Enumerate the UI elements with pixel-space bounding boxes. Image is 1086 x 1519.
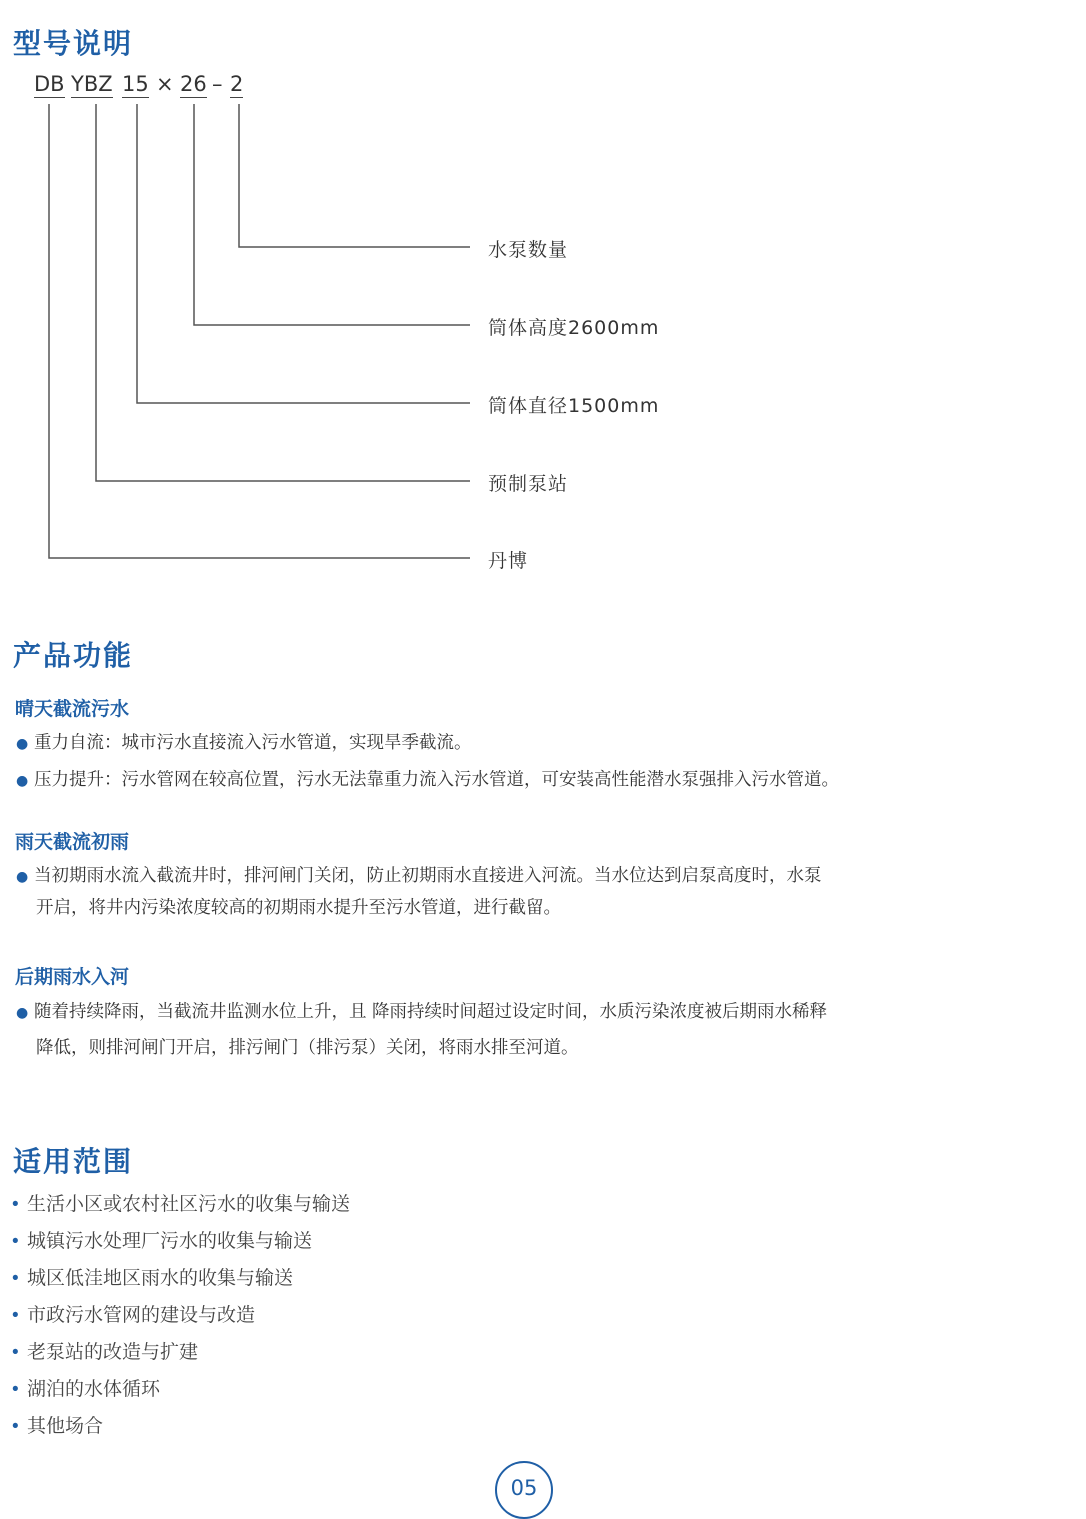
bullet-gravity-flow: ● 重力自流：城市污水直接流入污水管道，实现旱季截流。 (16, 727, 472, 761)
scope-dot-icon: • (12, 1415, 19, 1437)
model-code-diameter: 15 (122, 72, 149, 96)
bullet-initial-rain: ● 当初期雨水流入截流井时，排河闸门关闭，防止初期雨水直接进入河流。当水位达到启泵高度时，水泵 (16, 860, 822, 894)
leader-type (96, 104, 470, 481)
scope-item: • 城镇污水处理厂污水的收集与输送 (12, 1230, 313, 1252)
label-prefab-station: 预制泵站 (488, 473, 569, 495)
bullet-later-rain: ● 随着持续降雨，当截流井监测水位上升，且 降雨持续时间超过设定时间，水质污染浓度被后期雨水稀释 (16, 996, 827, 1030)
bullet-initial-rain-cont: 开启，将井内污染浓度较高的初期雨水提升至污水管道，进行截留。 (36, 898, 561, 918)
leader-pumps (239, 104, 470, 247)
label-brand: 丹博 (488, 550, 529, 572)
label-pump-count: 水泵数量 (488, 239, 569, 261)
model-code-times: × (156, 72, 174, 96)
bullet-dot-icon: ● (16, 736, 29, 752)
bullet-dot-icon: ● (16, 1005, 29, 1021)
scope-item: • 城区低洼地区雨水的收集与输送 (12, 1267, 294, 1289)
scope-item: • 生活小区或农村社区污水的收集与输送 (12, 1193, 351, 1215)
page-number: 05 (495, 1461, 553, 1519)
model-leader-lines (0, 0, 1086, 600)
leader-height (194, 104, 470, 325)
scope-dot-icon: • (12, 1193, 19, 1215)
section-title-functions: 产品功能 (13, 639, 134, 672)
model-code-dash: – (212, 72, 223, 96)
subtitle-later-rain: 后期雨水入河 (15, 966, 130, 988)
scope-dot-icon: • (12, 1341, 19, 1363)
section-title-scope: 适用范围 (13, 1145, 134, 1178)
bullet-later-rain-cont: 降低，则排河闸门开启，排污闸门（排污泵）关闭，将雨水排至河道。 (36, 1038, 579, 1058)
scope-item: • 老泵站的改造与扩建 (12, 1341, 199, 1363)
scope-item: • 市政污水管网的建设与改造 (12, 1304, 256, 1326)
bullet-dot-icon: ● (16, 773, 29, 789)
scope-dot-icon: • (12, 1267, 19, 1289)
section-title-model: 型号说明 (13, 27, 134, 60)
model-code-type: YBZ (71, 72, 113, 96)
scope-dot-icon: • (12, 1230, 19, 1252)
model-code-pumps: 2 (230, 72, 244, 96)
scope-dot-icon: • (12, 1304, 19, 1326)
bullet-pressure-lift: ● 压力提升：污水管网在较高位置，污水无法靠重力流入污水管道，可安装高性能潜水泵强排入污水管道。 (16, 764, 839, 798)
bullet-dot-icon: ● (16, 869, 29, 885)
leader-brand (49, 104, 470, 558)
subtitle-rainy-initial: 雨天截流初雨 (15, 831, 130, 853)
model-code-height: 26 (180, 72, 207, 96)
leader-diameter (137, 104, 470, 403)
scope-dot-icon: • (12, 1378, 19, 1400)
model-code-brand: DB (34, 72, 65, 96)
label-cylinder-diameter: 筒体直径1500mm (488, 395, 660, 417)
subtitle-dry-weather: 晴天截流污水 (15, 698, 130, 720)
label-cylinder-height: 筒体高度2600mm (488, 317, 660, 339)
scope-item: • 湖泊的水体循环 (12, 1378, 161, 1400)
scope-item: • 其他场合 (12, 1415, 104, 1437)
